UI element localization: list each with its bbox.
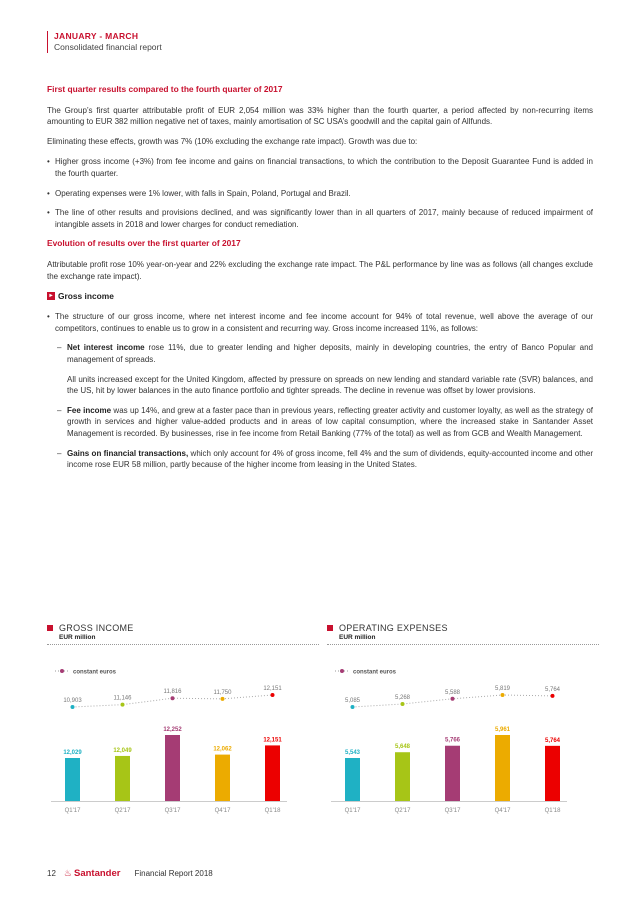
line-point [501, 693, 505, 697]
x-tick-label: Q1'17 [344, 808, 361, 814]
line-point-label: 5,085 [344, 698, 361, 704]
dash-item-text: was up 14%, and grew at a faster pace than in previous years, reflecting greater activity and customer loyalty, as well as the strategy of growth in services and higher value-added products and in areas of low capital consumption, where the increased stake in Santander Asset Management is recorded. By businesses, rise in fee income from Retail Banking (77% of the total) as well as from GCB and Wealth Management. [67, 405, 593, 438]
dash-item-text: which only account for 4% of gross income, fell 4% and the sum of dividends, equity-accounted income and other income rose EUR 58 million, partly because of the higher income from leasing in the United States. [67, 448, 593, 470]
dash-item-gains-financial-transactions [57, 448, 593, 471]
chart-title [47, 623, 319, 633]
x-tick-label: Q2'17 [394, 808, 411, 814]
chart-title [327, 623, 599, 633]
paragraph: Eliminating these effects, growth was 7% (10% excluding the exchange rate impact). Growth was due to: [47, 137, 418, 147]
divider [327, 644, 599, 645]
line-point-label: 5,764 [544, 686, 561, 693]
term-net-interest-income: Net interest income [67, 343, 145, 353]
chart-title-label: OPERATING EXPENSES [339, 623, 448, 633]
main-content [47, 84, 593, 479]
line-point [451, 697, 455, 701]
santander-flame-icon: ♨ [63, 868, 72, 878]
line-point-label: 5,268 [394, 695, 411, 702]
dash-glyph: – [57, 343, 62, 353]
line-point [221, 697, 225, 701]
bar-value-label: 12,049 [113, 747, 132, 754]
operating-expenses-chart-svg [327, 663, 577, 823]
bar [115, 756, 130, 801]
line-point [171, 696, 175, 700]
bar-value-label: 12,252 [163, 727, 182, 733]
bar-value-label: 5,764 [544, 737, 561, 744]
line-point-label: 5,819 [494, 686, 511, 692]
gross-income-heading-label: Gross income [58, 290, 114, 301]
line-point [551, 694, 555, 698]
bar [495, 735, 510, 801]
bar [345, 758, 360, 801]
line-point [401, 702, 405, 706]
bullet-item: • Higher gross income (+3%) from fee income and gains on financial transactions, to which the contribution to the Deposit Guarantee Fund is added in the fourth quarter. [47, 156, 593, 179]
brand-logo: Santander [73, 868, 121, 879]
bar [165, 735, 180, 801]
sub-paragraph: All units increased except for the United Kingdom, affected by pressure on spreads on new lending and standard variable rate (SVR) balances, and the US, hit by lower balances in the auto finance portfolio and tighter spreads. The decline in revenue was offset by lower provisions. [67, 374, 593, 396]
page-number: 12 [47, 869, 56, 878]
bar-value-label: 5,543 [344, 750, 361, 756]
bar [265, 745, 280, 801]
paragraph: The Group’s first quarter attributable profit of EUR 2,054 million was 33% higher than the fourth quarter, a period affected by non-recurring items amounting to EUR 382 million negative net of taxes, mainly amortisation of SC USA’s goodwill and the capital gain of Allfunds. [47, 105, 593, 127]
gross-income-chart [47, 623, 319, 814]
bullet-item: • The structure of our gross income, where net interest income and fee income account for 94% of total revenue, well above the average of our competitors, continues to enable us to grow in a consistent and recurring way. Gross income increased 11%, as follows: [47, 311, 593, 334]
chart-title-label: GROSS INCOME [59, 623, 134, 633]
section-title-q1-vs-q4: First quarter results compared to the fourth quarter of 2017 [47, 84, 283, 94]
x-tick-label: Q3'17 [164, 808, 181, 814]
dash-item-net-interest-income [57, 342, 593, 365]
x-tick-label: Q4'17 [494, 808, 511, 814]
bar [215, 755, 230, 801]
line-point-label: 10,903 [63, 698, 82, 704]
term-gains-financial-transactions: Gains on financial transactions, [67, 448, 189, 458]
x-tick-label: Q2'17 [114, 808, 131, 814]
report-name: Financial Report 2018 [134, 869, 213, 878]
line-point-label: 11,816 [163, 689, 182, 696]
bar [65, 758, 80, 801]
x-tick-label: Q1'17 [64, 808, 81, 814]
arrow-square-icon: ▸ [47, 292, 55, 300]
line-point-label: 11,146 [113, 695, 132, 702]
x-tick-label: Q1'18 [544, 808, 561, 814]
chart-unit: EUR million [59, 634, 96, 641]
x-tick-label: Q4'17 [214, 808, 231, 814]
bar-value-label: 12,029 [63, 750, 82, 756]
header-period: JANUARY - MARCH [54, 31, 139, 41]
bar-value-label: 12,062 [213, 746, 232, 753]
line-point [351, 705, 355, 709]
bar [445, 746, 460, 801]
divider [47, 644, 319, 645]
legend-marker [60, 669, 64, 673]
bar-value-label: 5,648 [394, 744, 411, 751]
line-point-label: 12,151 [263, 686, 282, 692]
bullet-item: • The line of other results and provisions declined, and was significantly lower than in all quarters of 2017, mainly because of reduced impairment of intangible assets in 2018 and lower charges for conduct remediation. [47, 207, 593, 230]
dash-glyph: – [57, 448, 62, 458]
line-point [121, 703, 125, 707]
bar-value-label: 5,766 [444, 737, 461, 744]
square-bullet-icon [327, 625, 333, 631]
legend-label: constant euros [73, 669, 117, 676]
legend-label: constant euros [353, 669, 397, 676]
line-point-label: 11,750 [213, 689, 232, 696]
dash-item-text: rose 11%, due to greater lending and higher deposits, mainly in developing countries, the entry of Banco Popular and management of spreads. [67, 343, 593, 364]
bar [545, 746, 560, 801]
x-tick-label: Q1'18 [264, 808, 281, 814]
page-header [47, 31, 162, 53]
page-footer [47, 868, 213, 879]
paragraph: Attributable profit rose 10% year-on-year and 22% excluding the exchange rate impact. The P&L performance by line was as follows (all changes exclude the exchange rate impact). [47, 259, 593, 281]
x-tick-label: Q3'17 [444, 808, 461, 814]
bar [395, 752, 410, 801]
header-subtitle: Consolidated financial report [54, 42, 162, 52]
line-point [271, 693, 275, 697]
bullet-item: • Operating expenses were 1% lower, with falls in Spain, Poland, Portugal and Brazil. [47, 188, 593, 200]
legend-marker [340, 669, 344, 673]
line-point [71, 705, 75, 709]
chart-unit: EUR million [339, 634, 376, 641]
dash-item-fee-income [57, 405, 593, 440]
section-title-evolution: Evolution of results over the first quarter of 2017 [47, 238, 241, 249]
square-bullet-icon [47, 625, 53, 631]
term-fee-income: Fee income [67, 405, 112, 415]
bar-value-label: 5,961 [494, 727, 511, 733]
gross-income-chart-svg [47, 663, 297, 823]
operating-expenses-chart [327, 623, 599, 814]
gross-income-heading [47, 291, 593, 303]
dash-glyph: – [57, 405, 62, 415]
bar-value-label: 12,151 [263, 737, 282, 744]
line-point-label: 5,588 [444, 689, 461, 696]
